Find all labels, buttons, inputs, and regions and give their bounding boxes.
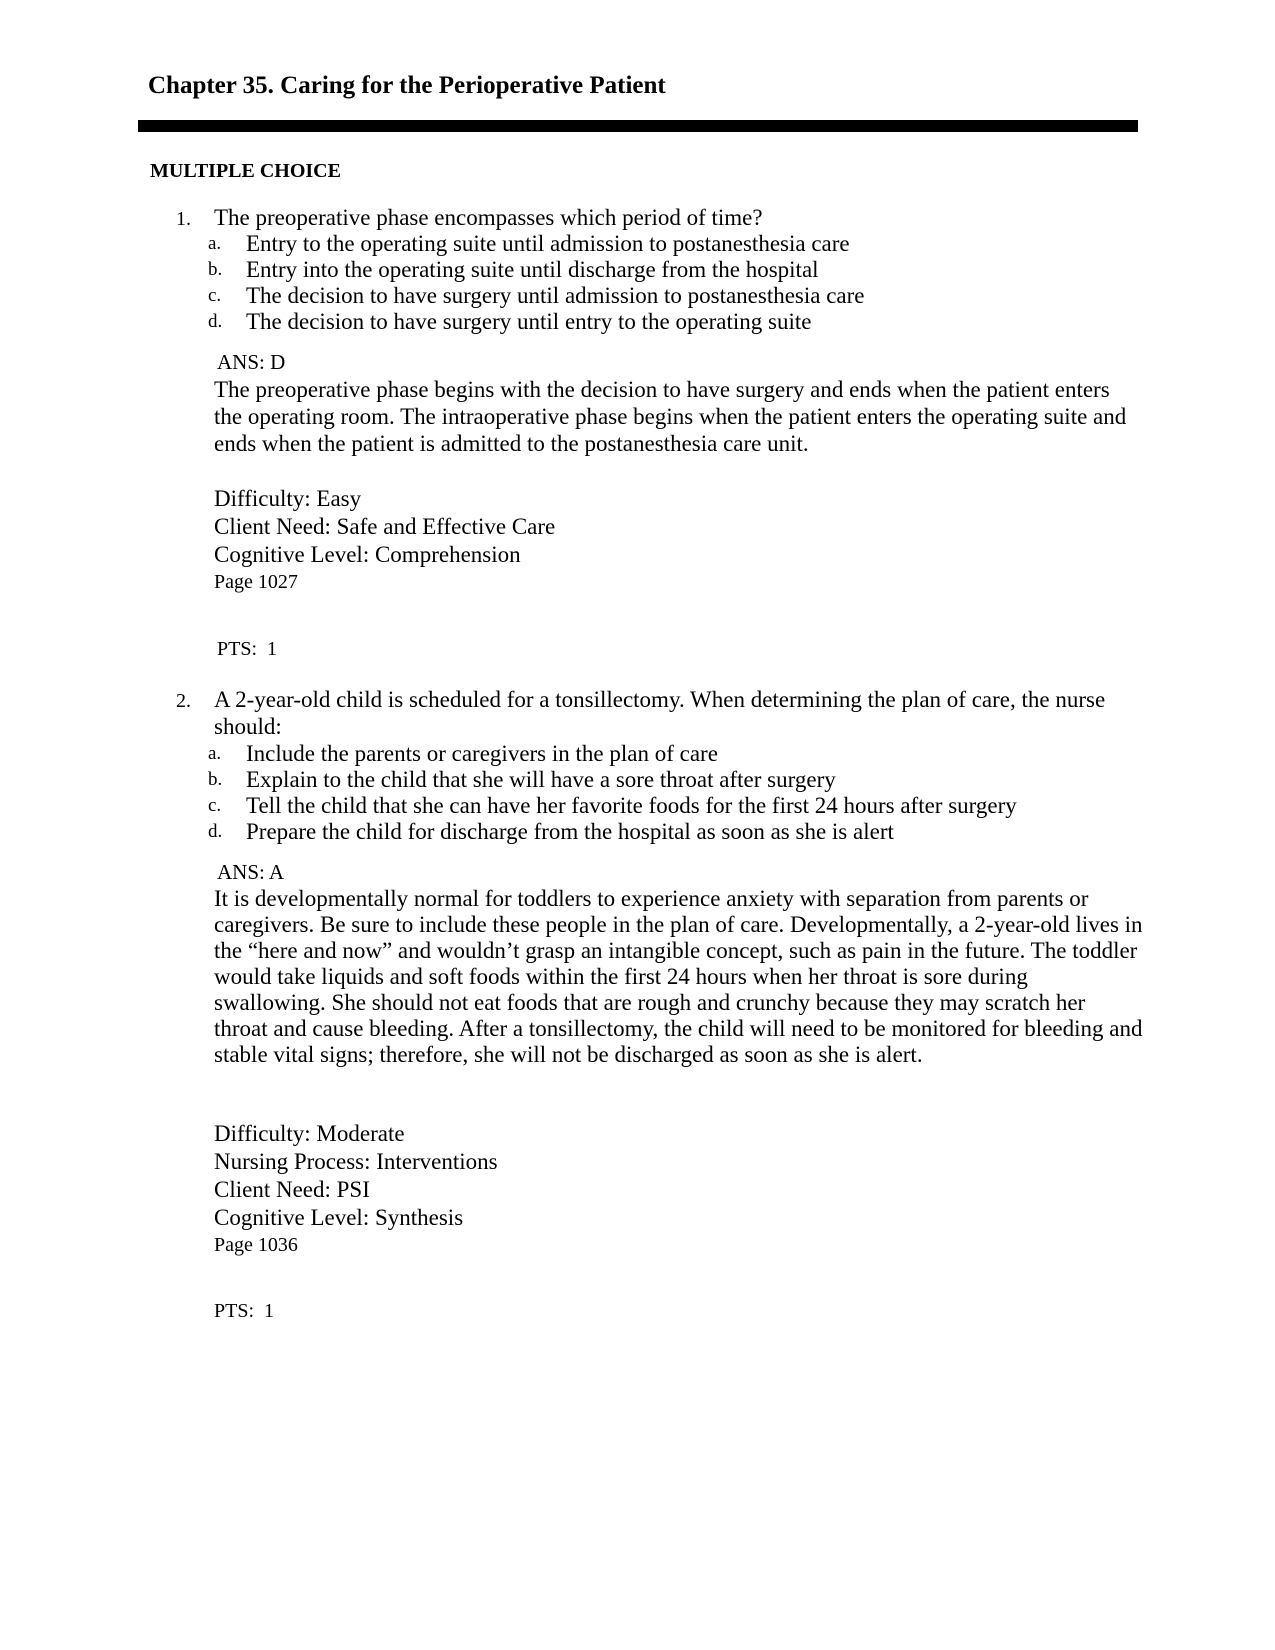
choice-text: Include the parents or caregivers in the plan of care	[246, 741, 718, 766]
question-number: 2.	[176, 690, 191, 712]
choice-c	[0, 793, 1275, 820]
question-stem: The preoperative phase encompasses which period of time?	[214, 205, 763, 230]
choice-text: The decision to have surgery until admission to postanesthesia care	[246, 283, 865, 308]
choice-text: Explain to the child that she will have a sore throat after surgery	[246, 767, 836, 792]
choice-text: Entry to the operating suite until admission to postanesthesia care	[246, 231, 850, 256]
choice-d	[0, 309, 1275, 336]
choice-text: The decision to have surgery until entry to the operating suite	[246, 309, 812, 334]
rationale: It is developmentally normal for toddlers to experience anxiety with separation from parents or caregivers. Be sure to include these people in the plan of care. Developmentally, a 2-year-old lives in the “here and now” and wouldn’t grasp an intangible concept, such as pain in the future. The toddler would take liquids and soft foods within the first 24 hours when her throat is sore during swallowing. She should not eat foods that are rough and crunchy because they may scratch her throat and cause bleeding. After a tonsillectomy, the child will need to be monitored for bleeding and stable vital signs; therefore, she will not be discharged as soon as she is alert.	[214, 886, 1143, 1067]
client-need: Client Need: PSI	[214, 1177, 370, 1202]
chapter-title: Chapter 35. Caring for the Perioperative Patient	[148, 72, 666, 99]
page-reference: Page 1027	[214, 571, 298, 593]
choice-letter: c.	[208, 285, 222, 306]
answer-key: ANS: D	[217, 350, 286, 374]
rationale: The preoperative phase begins with the decision to have surgery and ends when the patient enters the operating room. The intraoperative phase begins when the patient enters the operating suite and ends when the patient is admitted to the postanesthesia care unit.	[214, 377, 1127, 456]
nursing-process: Nursing Process: Interventions	[214, 1149, 498, 1174]
client-need: Client Need: Safe and Effective Care	[214, 514, 556, 539]
choice-text: Entry into the operating suite until discharge from the hospital	[246, 257, 819, 282]
question-meta	[214, 1120, 1144, 1258]
cognitive-level: Cognitive Level: Synthesis	[214, 1205, 464, 1230]
points: PTS: 1	[217, 638, 278, 660]
choice-c	[0, 283, 1275, 310]
choice-b	[0, 257, 1275, 284]
choice-text: Tell the child that she can have her favorite foods for the first 24 hours after surgery	[246, 793, 1017, 818]
choice-letter: a.	[208, 233, 222, 254]
points: PTS: 1	[214, 1300, 275, 1322]
question-number: 1.	[176, 208, 191, 230]
choice-letter: b.	[208, 259, 223, 280]
choice-a	[0, 741, 1275, 768]
choice-b	[0, 767, 1275, 794]
question-meta	[214, 485, 1144, 595]
choice-letter: d.	[208, 821, 223, 842]
choice-text: Prepare the child for discharge from the hospital as soon as she is alert	[246, 819, 894, 844]
choice-letter: a.	[208, 743, 222, 764]
choice-a	[0, 231, 1275, 258]
section-heading: MULTIPLE CHOICE	[150, 160, 341, 182]
question-stem: A 2-year-old child is scheduled for a tonsillectomy. When determining the plan of care, the nurse should:	[214, 687, 1106, 739]
choice-d	[0, 819, 1275, 846]
answer-key: ANS: A	[217, 860, 285, 884]
page-reference: Page 1036	[214, 1234, 298, 1256]
difficulty: Difficulty: Moderate	[214, 1121, 405, 1146]
choice-letter: c.	[208, 795, 222, 816]
cognitive-level: Cognitive Level: Comprehension	[214, 542, 521, 567]
choice-letter: d.	[208, 311, 223, 332]
choice-letter: b.	[208, 769, 223, 790]
difficulty: Difficulty: Easy	[214, 486, 362, 511]
title-rule	[138, 120, 1138, 132]
